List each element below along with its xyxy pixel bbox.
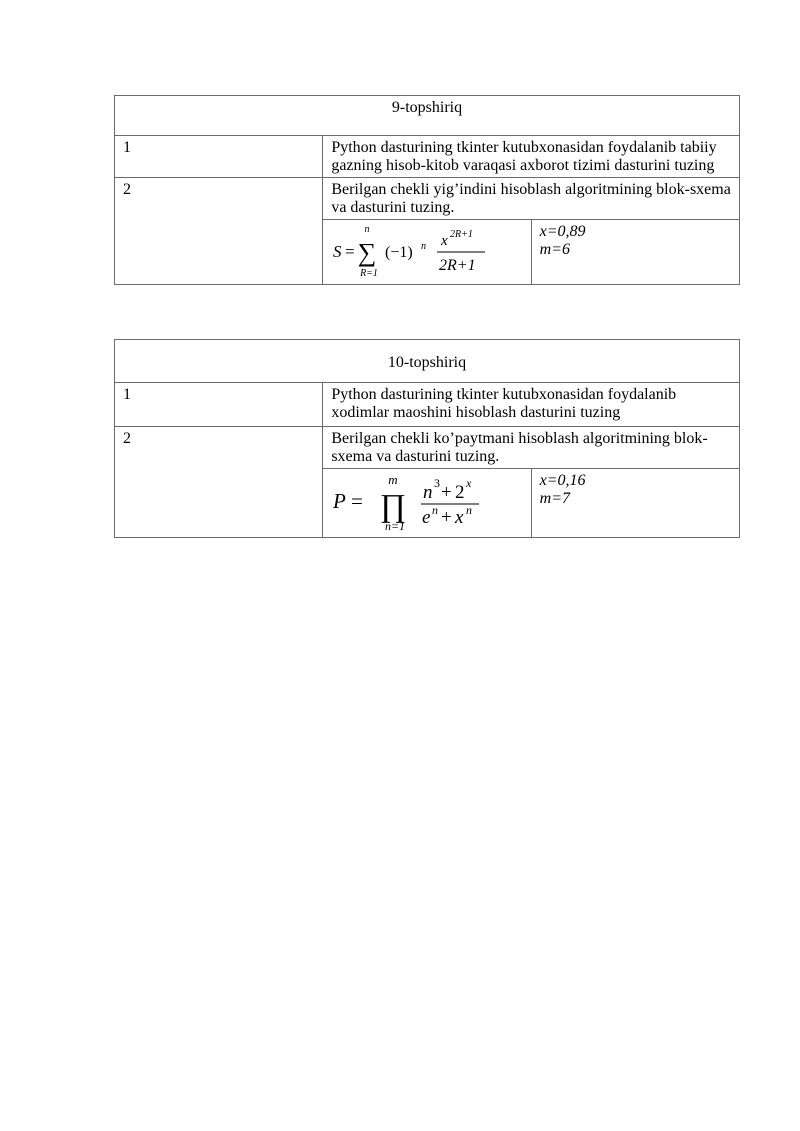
sigma-symbol: ∑ [358,238,377,267]
formula-factor: (−1) [385,244,414,261]
row-number: 1 [115,136,323,178]
sum-formula [331,223,531,279]
row-number: 2 [115,427,323,538]
row-text: Python dasturining tkinter kutubxonasidan foydalanib xodimlar maoshini hisoblash dasturini tuzing [323,383,740,427]
sum-upper-limit: n [364,224,370,235]
factor-exponent: n [421,241,427,252]
numerator-plus: + [441,482,453,503]
sum-lower-limit: R=1 [360,268,379,279]
product-lower-limit: n=1 [385,519,406,532]
product-formula [331,472,531,532]
row-text: Python dasturining tkinter kutubxonasidan foydalanib tabiiy gazning hisob-kitob varaqasi axborot tizimi dasturini tuzing [323,136,740,178]
param-x: x=0,16 [539,472,586,489]
task-9-table [114,95,740,285]
denominator-term-a-exponent: n [432,503,439,517]
formula-equals: = [345,242,355,261]
formula-cell [323,220,531,285]
row-number: 2 [115,178,323,285]
task-10-table [114,339,740,538]
numerator-base: x [441,233,448,249]
formula-lhs: P [333,489,347,513]
row-number: 1 [115,383,323,427]
numerator-exponent: 2R+1 [450,229,474,240]
param-m: m=6 [539,241,571,258]
product-upper-limit: m [388,472,399,487]
params-cell [531,469,739,538]
numerator-term-b-exponent: x [466,476,472,490]
task-title: 10-topshiriq [115,340,740,383]
denominator-plus: + [441,507,453,528]
numerator-term-b: 2 [455,482,465,503]
numerator-term-a: n [423,482,433,503]
formula-lhs: S [333,242,342,261]
row-text: Berilgan chekli ko’paytmani hisoblash algoritmining blok-sxema va dasturini tuzing. [323,427,740,469]
task-title: 9-topshiriq [115,96,740,136]
params-cell [531,220,739,285]
formula-equals: = [351,489,364,513]
row-text: Berilgan chekli yig’indini hisoblash algoritmining blok-sxema va dasturini tuzing. [323,178,740,220]
denominator-term-a: e [422,507,431,528]
pi-product-symbol: ∏ [380,487,407,523]
denominator-term-b-exponent: n [466,503,473,517]
param-m: m=7 [539,490,571,507]
denominator-term-b: x [455,507,464,528]
formula-cell [323,469,531,538]
numerator-term-a-exponent: 3 [434,476,441,490]
param-x: x=0,89 [539,223,586,240]
denominator: 2R+1 [439,257,476,274]
